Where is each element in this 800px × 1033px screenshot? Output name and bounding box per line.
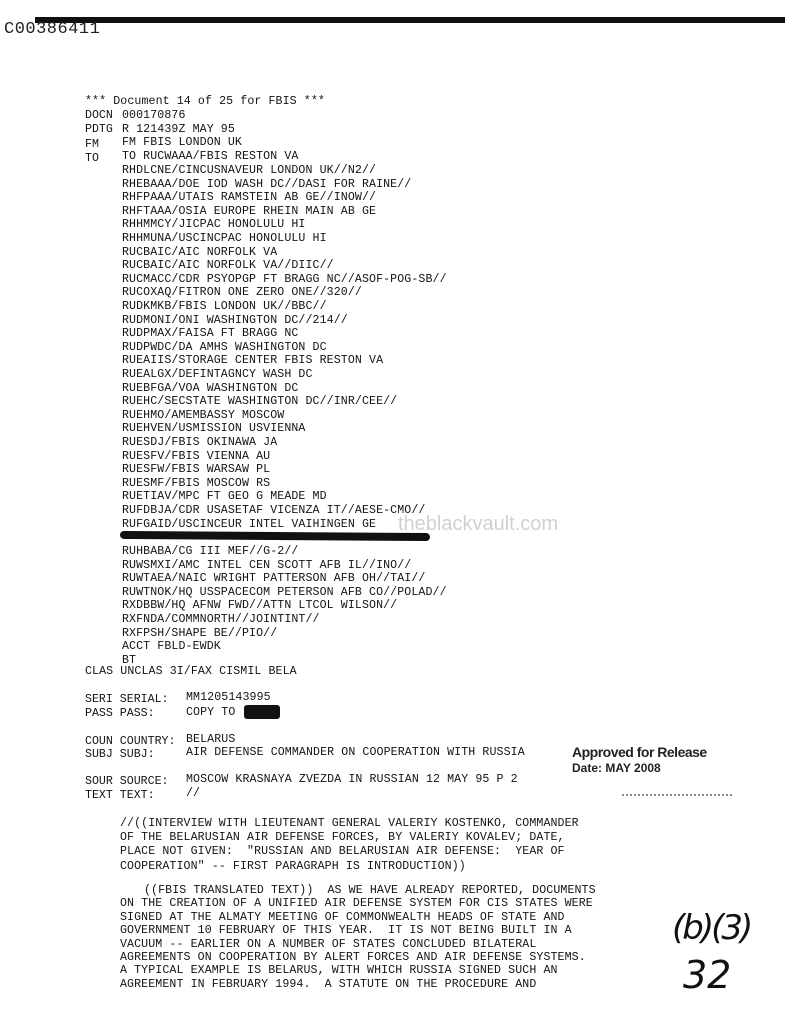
routing-line: RUEAIIS/STORAGE CENTER FBIS RESTON VA [122,354,384,368]
routing-line: RUWTAEA/NAIC WRIGHT PATTERSON AFB OH//TAI// [122,572,426,586]
paragraph-line: AGREEMENTS ON COOPERATION BY ALERT FORCES AND AIR DEFENSE SYSTEMS. [120,951,586,964]
routing-line: RHHMMCY/JICPAC HONOLULU HI [122,218,306,232]
country-label: COUN COUNTRY: [85,735,176,748]
routing-line: RHDLCNE/CINCUSNAVEUR LONDON UK//N2// [122,164,377,177]
stamp-line-1: Approved for Release [572,744,707,760]
paragraph-line: OF THE BELARUSIAN AIR DEFENSE FORCES, BY VALERIY KOVALEV; DATE, [120,831,565,845]
routing-line: RUWTNOK/HQ USSPACECOM PETERSON AFB CO//POLAD// [122,585,447,599]
document-id: C00386411 [4,20,101,39]
pdtg-value: R 121439Z MAY 95 [122,123,235,136]
fm-label: FM [85,138,99,151]
routing-line: RHEBAAA/DOE IOD WASH DC//DASI FOR RAINE// [122,177,412,191]
handwritten-exemption: (b)(3) [672,908,751,948]
paragraph-line: AGREEMENT IN FEBRUARY 1994. A STATUTE ON THE PROCEDURE AND [120,977,537,991]
paragraph-line: //((INTERVIEW WITH LIEUTENANT GENERAL VALERIY KOSTENKO, COMMANDER [120,817,579,830]
routing-line: RUEHC/SECSTATE WASHINGTON DC//INR/CEE// [122,395,398,409]
routing-line: RUDPMAX/FAISA FT BRAGG NC [122,327,299,341]
country-value: BELARUS [186,733,236,746]
routing-line: RUHBABA/CG III MEF//G-2// [122,545,299,558]
pass-label: PASS PASS: [85,707,155,720]
routing-line: RUEHVEN/USMISSION USVIENNA [122,422,306,436]
routing-line: RUCBAIC/AIC NORFOLK VA//DIIC// [122,259,334,273]
handwritten-page-number: 32 [683,953,732,997]
routing-line: RUESFV/FBIS VIENNA AU [122,449,271,463]
routing-line: ACCT FBLD-EWDK [122,640,221,654]
routing-line: RHFTAAA/OSIA EUROPE RHEIN MAIN AB GE [122,204,377,218]
routing-line: RHHMUNA/USCINCPAC HONOLULU HI [122,232,327,245]
routing-line: BT [122,653,137,667]
pass-value: COPY TO [186,706,236,719]
routing-line: RUCBAIC/AIC NORFOLK VA [122,245,278,259]
paragraph-line: ON THE CREATION OF A UNIFIED AIR DEFENSE SYSTEM FOR CIS STATES WERE [120,897,593,911]
fm-value: FM FBIS LONDON UK [122,136,242,149]
routing-line: RUESMF/FBIS MOSCOW RS [122,476,271,490]
routing-line: RUFGAID/USCINCEUR INTEL VAIHINGEN GE [122,517,377,531]
routing-line: RUCMACC/CDR PSYOPGP FT BRAGG NC//ASOF-POG-SB// [122,272,447,286]
subject-label: SUBJ SUBJ: [85,748,155,761]
routing-line: RUDPWDC/DA AMHS WASHINGTON DC [122,340,327,354]
serial-value: MM1205143995 [186,691,271,704]
paragraph-line: A TYPICAL EXAMPLE IS BELARUS, WITH WHICH RUSSIA SIGNED SUCH AN [120,964,558,978]
to-value: TO RUCWAAA/FBIS RESTON VA [122,150,299,163]
routing-line: RUESFW/FBIS WARSAW PL [122,463,271,477]
routing-line: RXFPSH/SHAPE BE//PIO// [122,626,278,640]
source-value: MOSCOW KRASNAYA ZVEZDA IN RUSSIAN 12 MAY 95 P 2 [186,773,518,786]
docn-value: 000170876 [122,109,186,122]
paragraph-line: PLACE NOT GIVEN: "RUSSIAN AND BELARUSIAN AIR DEFENSE: YEAR OF [120,845,565,859]
routing-line: RHFPAAA/UTAIS RAMSTEIN AB GE//INOW// [122,191,377,205]
watermark: theblackvault.com [398,513,559,535]
scan-specks [622,794,732,800]
paragraph-line: VACUUM -- EARLIER ON A NUMBER OF STATES CONCLUDED BILATERAL [120,937,537,951]
routing-line: RUWSMXI/AMC INTEL CEN SCOTT AFB IL//INO// [122,558,412,572]
stamp-line-2: Date: MAY 2008 [572,761,661,775]
text-value: // [186,787,201,800]
source-label: SOUR SOURCE: [85,775,169,788]
routing-line: RUEHMO/AMEMBASSY MOSCOW [122,408,285,422]
routing-line: RXDBBW/HQ AFNW FWD//ATTN LTCOL WILSON// [122,599,398,613]
top-rule [35,17,785,23]
routing-line: RUCOXAQ/FITRON ONE ZERO ONE//320// [122,286,362,300]
routing-line: RUEBFGA/VOA WASHINGTON DC [122,381,299,395]
routing-line: RUETIAV/MPC FT GEO G MEADE MD [122,490,327,504]
approval-stamp [572,744,707,775]
routing-line: RUESDJ/FBIS OKINAWA JA [122,436,278,449]
routing-line: RUFDBJA/CDR USASETAF VICENZA IT//AESE-CMO// [122,504,426,517]
redaction-bar [120,531,430,541]
redaction-box [244,705,280,719]
serial-label: SERI SERIAL: [85,693,169,706]
routing-line: RXFNDA/COMMNORTH//JOINTINT// [122,613,320,626]
paragraph-line: ((FBIS TRANSLATED TEXT)) AS WE HAVE ALREADY REPORTED, DOCUMENTS [144,884,596,897]
text-label: TEXT TEXT: [85,789,155,802]
docn-label: DOCN [85,109,113,122]
paragraph-line: SIGNED AT THE ALMATY MEETING OF COMMONWEALTH HEADS OF STATE AND [120,910,565,924]
paragraph-line: COOPERATION" -- FIRST PARAGRAPH IS INTRODUCTION)) [120,859,466,873]
document-count-line: *** Document 14 of 25 for FBIS *** [85,95,325,108]
pdtg-label: PDTG [85,123,113,136]
routing-line: RUDKMKB/FBIS LONDON UK//BBC// [122,300,327,313]
paragraph-line: GOVERNMENT 10 FEBRUARY OF THIS YEAR. IT IS NOT BEING BUILT IN A [120,924,572,938]
classification-line: CLAS UNCLAS 3I/FAX CISMIL BELA [85,665,297,678]
to-label: TO [85,152,99,165]
subject-value: AIR DEFENSE COMMANDER ON COOPERATION WITH RUSSIA [186,746,525,759]
routing-line: RUEALGX/DEFINTAGNCY WASH DC [122,368,313,381]
routing-line: RUDMONI/ONI WASHINGTON DC//214// [122,313,348,327]
